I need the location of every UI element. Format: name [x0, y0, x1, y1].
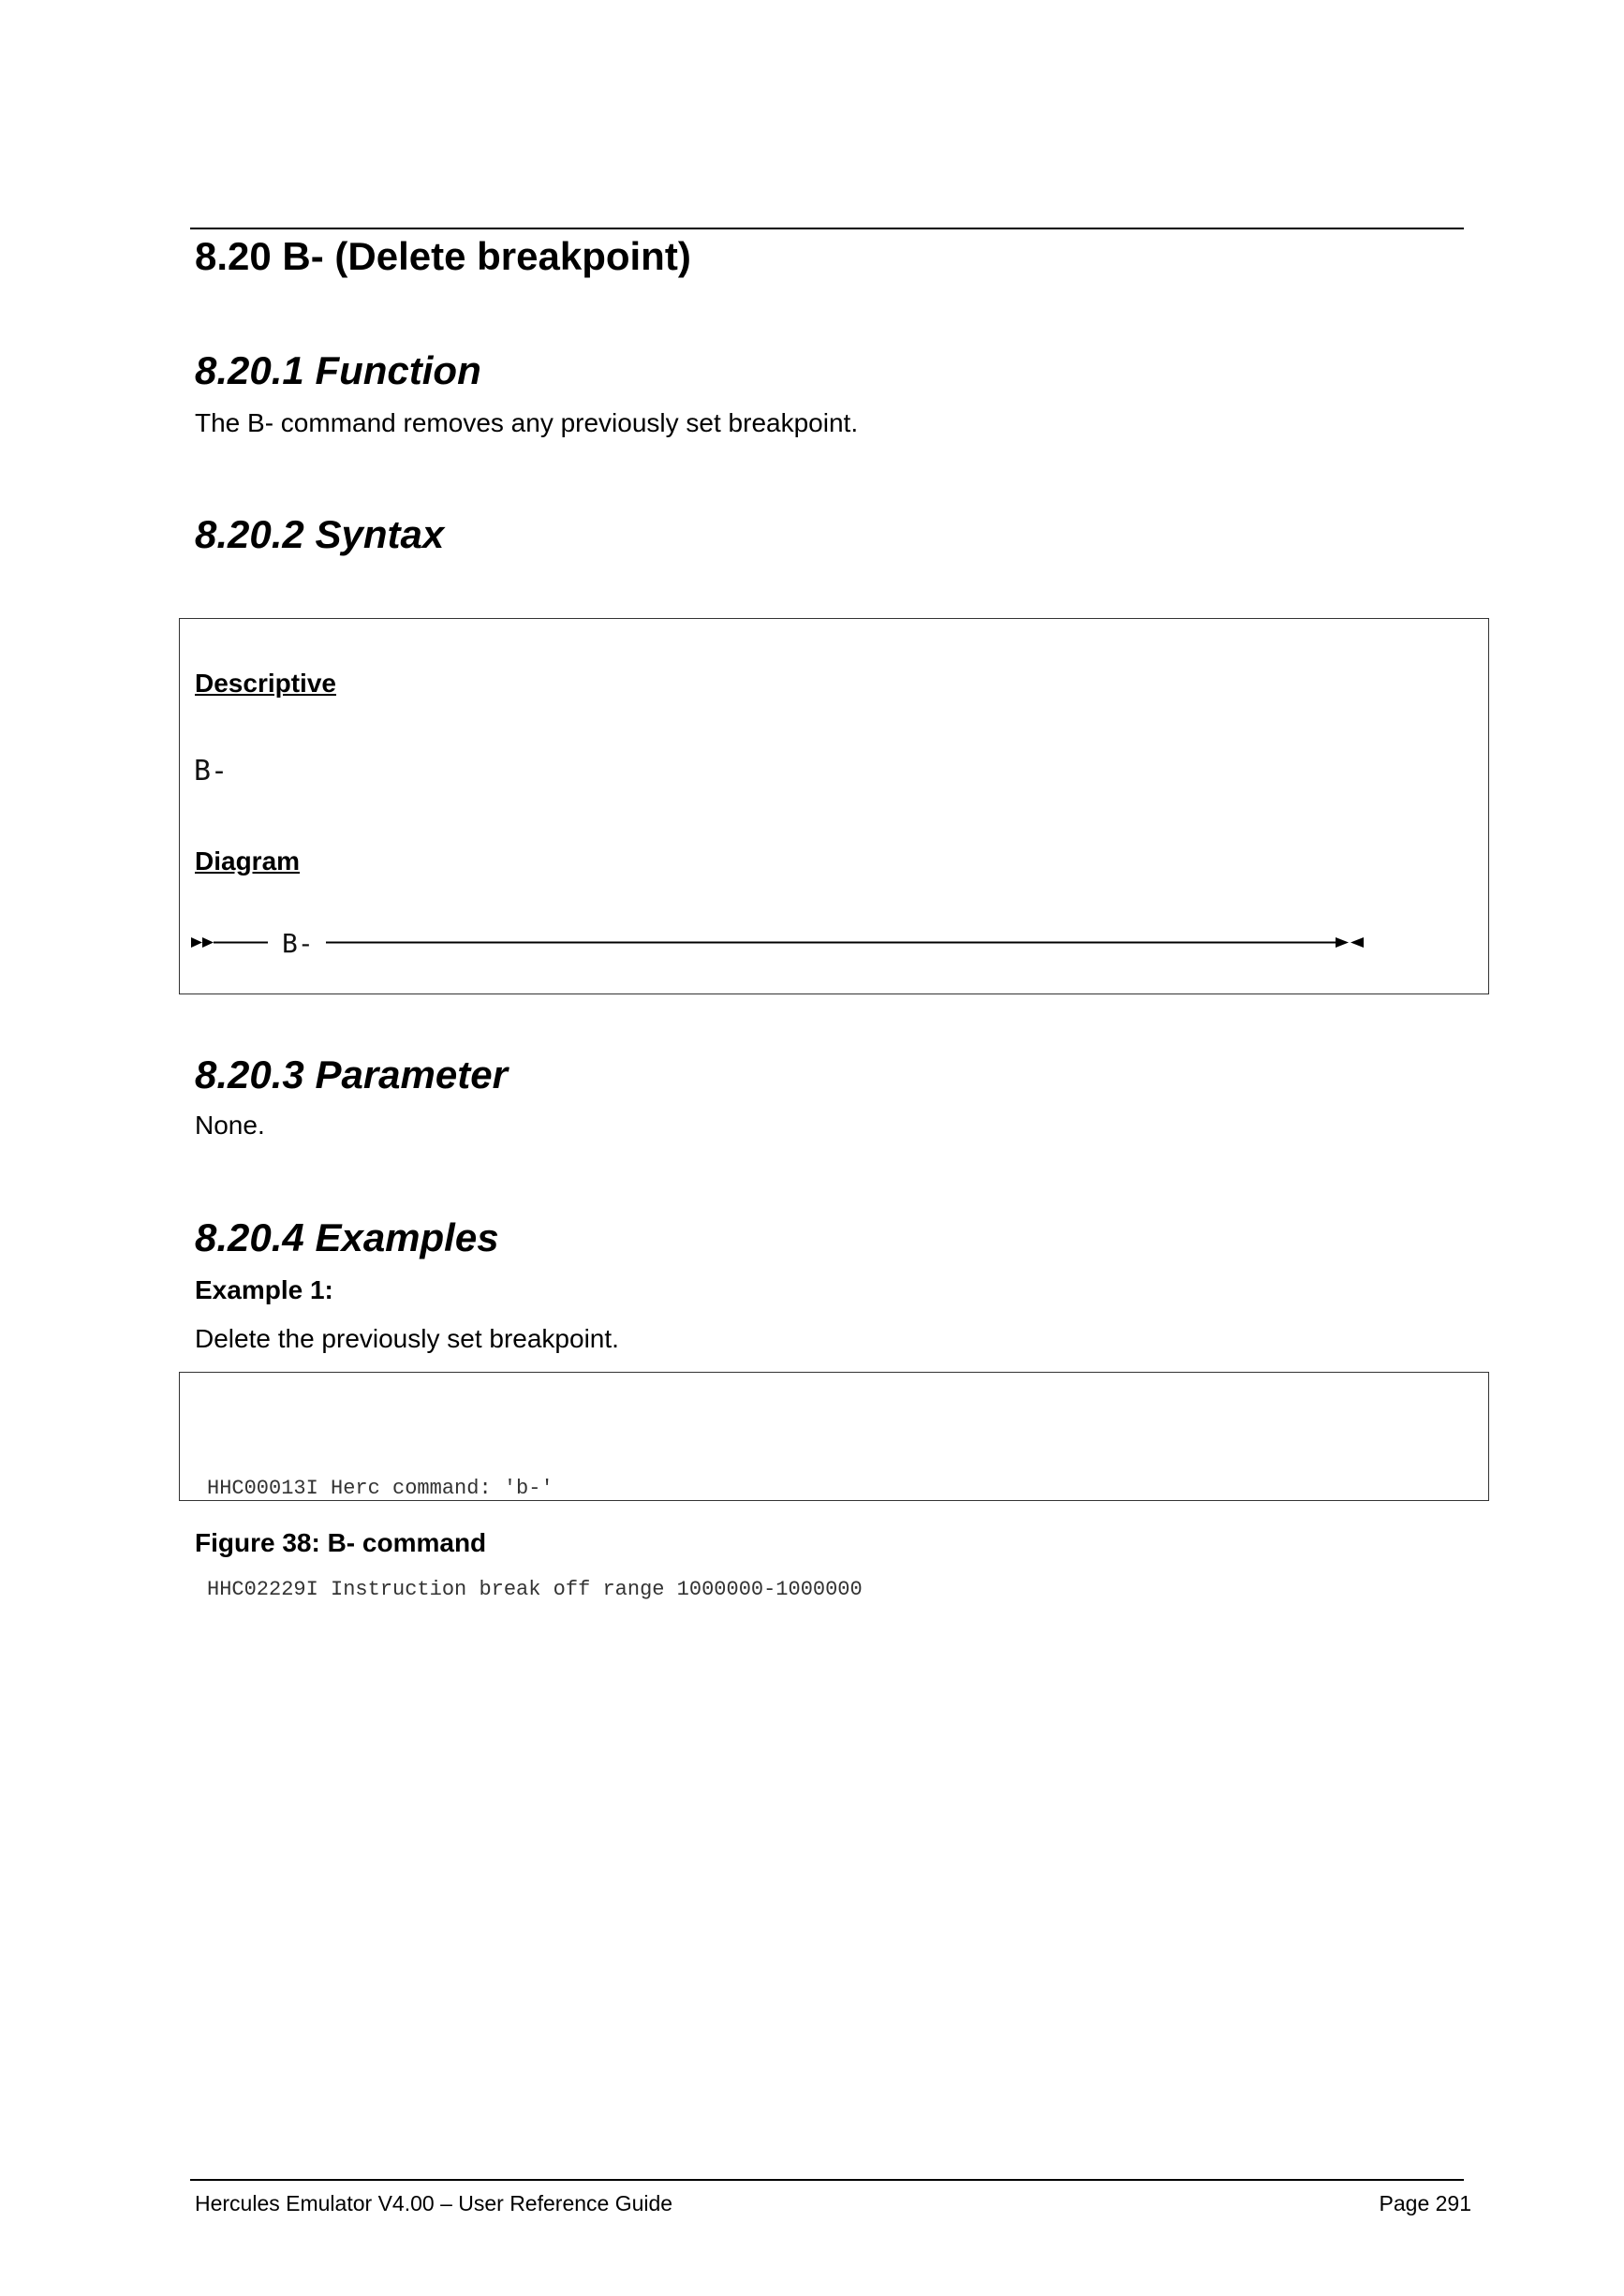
- example-code: [207, 1405, 863, 1641]
- parameter-text: None.: [195, 1111, 265, 1140]
- diagram-start-arrow-1: [191, 937, 202, 948]
- diagram-end-stop: [1351, 937, 1364, 948]
- syntax-heading: 8.20.2 Syntax: [195, 512, 445, 556]
- diagram-end-arrow: [1336, 937, 1349, 948]
- diagram-label: Diagram: [195, 846, 301, 876]
- descriptive-label: Descriptive: [195, 669, 336, 698]
- examples-heading: 8.20.4 Examples: [195, 1215, 499, 1259]
- footer-rule: [190, 2179, 1464, 2181]
- header-rule: [190, 228, 1464, 229]
- example-1-label: Example 1:: [195, 1275, 333, 1304]
- descriptive-code: B-: [194, 755, 229, 787]
- code-line: HHC02229I Instruction break off range 1000000-1000000: [207, 1578, 863, 1601]
- function-text: The B- command removes any previously set breakpoint.: [195, 408, 859, 437]
- diagram-token: B-: [282, 928, 314, 959]
- syntax-diagram: [187, 927, 1386, 964]
- diagram-start-arrow-2: [202, 937, 214, 948]
- page-number: Page 291: [1379, 2191, 1471, 2215]
- figure-caption: Figure 38: B- command: [195, 1528, 487, 1557]
- section-title: 8.20 B- (Delete breakpoint): [195, 234, 691, 278]
- parameter-heading: 8.20.3 Parameter: [195, 1052, 508, 1096]
- function-heading: 8.20.1 Function: [195, 348, 481, 392]
- example-1-text: Delete the previously set breakpoint.: [195, 1324, 619, 1353]
- footer-title: Hercules Emulator V4.00 – User Reference Guide: [195, 2191, 673, 2215]
- code-line: HHC00013I Herc command: 'b-': [207, 1477, 554, 1500]
